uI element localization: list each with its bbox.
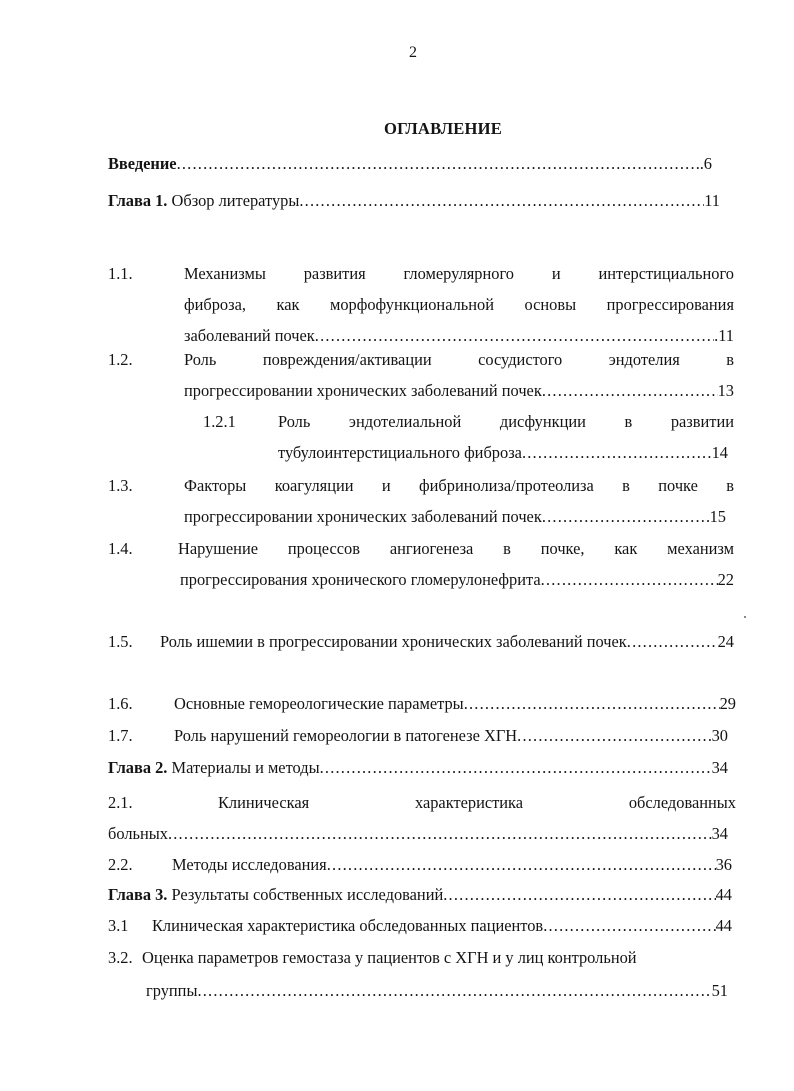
toc-entry-chapter-label: Глава 2. (108, 758, 168, 777)
toc-entry-chapter-2[interactable] (108, 758, 728, 778)
toc-entry-page: 22 (717, 570, 734, 589)
toc-entry-page: 30 (711, 726, 728, 745)
dot-leader (197, 981, 711, 1001)
toc-entry-page: .6 (699, 154, 712, 173)
toc-entry-page: 13 (717, 381, 734, 400)
toc-entry-page: 51 (711, 981, 728, 1000)
toc-entry-chapter-1[interactable] (108, 191, 720, 211)
toc-entry-label: тубулоинтерстициального фиброза (278, 443, 522, 462)
toc-entry-page: 15 (709, 507, 726, 526)
dot-leader (627, 632, 718, 652)
toc-entry-line-with-page[interactable] (174, 726, 728, 746)
toc-entry-number: 2.1. (108, 793, 133, 812)
toc-entry-number: 1.3. (108, 476, 133, 495)
toc-entry-line[interactable]: Факторы коагуляции и фибринолиза/протеолиза в почке в (184, 476, 734, 495)
toc-entry-page: 24 (717, 632, 734, 651)
toc-entry-label: больных (108, 824, 168, 843)
dot-leader (517, 726, 711, 746)
toc-title: ОГЛАВЛЕНИЕ (383, 119, 503, 138)
toc-entry-number: 3.2. (108, 948, 133, 967)
toc-entry-label: Введение (108, 154, 177, 173)
toc-entry-label: прогрессирования хронического гломерулонефрита (180, 570, 541, 589)
dot-leader (542, 507, 710, 527)
toc-entry-line[interactable]: Клиническая характеристика обследованных (218, 793, 736, 812)
toc-entry-chapter-label: Глава 1. (108, 191, 168, 210)
toc-entry-intro[interactable] (108, 154, 712, 174)
toc-entry-line[interactable]: Нарушение процессов ангиогенеза в почке, как механизм (178, 539, 734, 558)
toc-entry-label: Результаты собственных исследований (171, 885, 444, 904)
toc-entry-line[interactable]: Роль эндотелиальной дисфункции в развитии (278, 412, 734, 431)
dot-leader (543, 916, 715, 936)
toc-entry-number: 1.6. (108, 694, 133, 713)
toc-entry-number: 2.2. (108, 855, 133, 874)
toc-entry-label: заболеваний почек (184, 326, 315, 345)
toc-entry-page: .11 (714, 326, 734, 345)
toc-entry-line-with-page[interactable] (184, 381, 734, 401)
toc-entry-line-with-page[interactable] (152, 916, 732, 936)
toc-entry-line[interactable]: Оценка параметров гемостаза у пациентов с ХГН и у лиц контрольной (142, 948, 637, 967)
page-number: 2 (409, 44, 417, 61)
dot-leader (320, 758, 712, 778)
toc-entry-page: 44 (715, 916, 732, 935)
toc-entry-label: прогрессировании хронических заболеваний почек (184, 507, 542, 526)
dot-leader (315, 326, 714, 346)
toc-entry-page: 44 (715, 885, 732, 904)
toc-entry-number: 1.2.1 (203, 412, 236, 431)
toc-entry-label: Обзор литературы (171, 191, 300, 210)
toc-entry-line[interactable]: Роль повреждения/активации сосудистого эндотелия в (184, 350, 734, 369)
toc-entry-label: Клиническая характеристика обследованных пациентов (152, 916, 544, 935)
toc-entry-line-with-page[interactable] (146, 981, 728, 1001)
toc-entry-line-with-page[interactable] (108, 824, 728, 844)
toc-entry-label: Материалы и методы (171, 758, 320, 777)
toc-entry-label: прогрессировании хронических заболеваний почек (184, 381, 542, 400)
toc-entry-number: 1.7. (108, 726, 133, 745)
toc-entry-chapter-3[interactable] (108, 885, 732, 905)
toc-entry-line[interactable]: Механизмы развития гломерулярного и интерстициального (184, 264, 734, 283)
toc-entry-label: Роль нарушений гемореологии в патогенезе ХГН (174, 726, 518, 745)
toc-entry-line-with-page[interactable] (174, 694, 736, 714)
dot-leader (542, 381, 718, 401)
toc-entry-page: 29 (719, 694, 736, 713)
toc-entry-label: Основные гемореологические параметры (174, 694, 464, 713)
dot-leader (299, 191, 704, 211)
dot-leader (522, 443, 712, 463)
dot-leader (541, 570, 718, 590)
toc-entry-line-with-page[interactable] (180, 570, 734, 590)
toc-entry-page: 36 (715, 855, 732, 874)
toc-entry-line-with-page[interactable] (160, 632, 734, 652)
toc-entry-number: 1.1. (108, 264, 133, 283)
toc-entry-number: 1.4. (108, 539, 133, 558)
toc-entry-page: 34 (711, 824, 728, 843)
toc-entry-label: Роль ишемии в прогрессировании хронических заболеваний почек (160, 632, 627, 651)
toc-entry-label: группы (146, 981, 198, 1000)
toc-entry-line-with-page[interactable] (278, 443, 728, 463)
toc-entry-line-with-page[interactable] (172, 855, 732, 875)
scan-speck (744, 616, 746, 618)
toc-entry-number: 3.1 (108, 916, 129, 935)
toc-entry-number: 1.5. (108, 632, 133, 651)
toc-entry-page: 11 (704, 191, 720, 210)
dot-leader (177, 154, 700, 174)
dot-leader (443, 885, 715, 905)
dot-leader (168, 824, 712, 844)
dot-leader (327, 855, 716, 875)
toc-entry-page: 14 (711, 443, 728, 462)
toc-entry-line-with-page[interactable] (184, 507, 726, 527)
toc-entry-number: 1.2. (108, 350, 133, 369)
toc-entry-line[interactable]: фиброза, как морфофункциональной основы прогрессирования (184, 295, 734, 314)
toc-entry-label: Методы исследования (172, 855, 327, 874)
dot-leader (464, 694, 720, 714)
toc-entry-chapter-label: Глава 3. (108, 885, 168, 904)
toc-entry-line-with-page[interactable] (184, 326, 734, 346)
toc-entry-page: 34 (711, 758, 728, 777)
